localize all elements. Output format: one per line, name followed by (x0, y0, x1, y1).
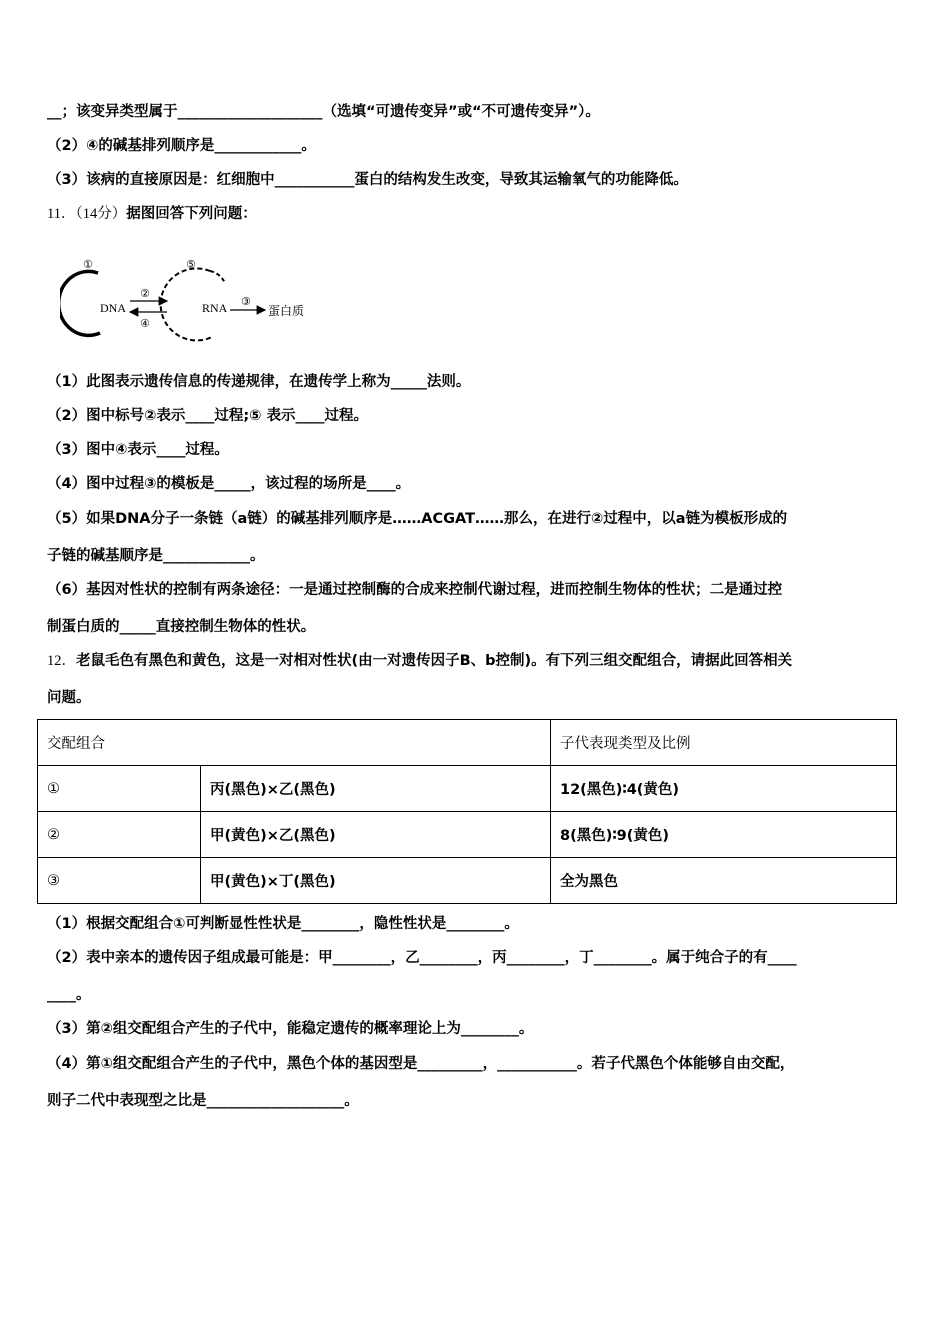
protein-label: 蛋白质 (268, 304, 305, 318)
cross-table (37, 719, 897, 904)
row-id: ③ (38, 858, 201, 904)
text-line-15: （1）根据交配组合①可判断显性性状是________，隐性性状是________。 (47, 916, 519, 932)
text-line-5: （1）此图表示遗传信息的传递规律，在遗传学上称为_____法则。 (47, 374, 471, 390)
row-cross: 甲(黄色)×丁(黑色) (201, 858, 551, 904)
dna-label: DNA (100, 301, 126, 315)
row-cross: 丙(黑色)×乙(黑色) (201, 766, 551, 812)
text-line-20: 则子二代中表现型之比是___________________。 (47, 1093, 359, 1109)
central-dogma-diagram (60, 255, 320, 355)
text-line-16: （2）表中亲本的遗传因子组成最可能是：甲________，乙________，丙________，丁________。属于纯合子的有____ (47, 950, 797, 966)
label-1: ① (83, 258, 93, 271)
header-cross: 交配组合 (38, 720, 551, 766)
table-row (38, 812, 897, 858)
table-header-row (38, 720, 897, 766)
text-line-10: 子链的碱基顺序是____________。 (47, 548, 265, 564)
question-prompt: 老鼠毛色有黑色和黄色，这是一对相对性状(由一对遗传因子B、b控制)。有下列三组交配组合，请据此回答相关 (76, 653, 793, 669)
question-number: 11．（14分） (47, 206, 127, 222)
row-result: 8(黑色)∶9(黄色) (551, 812, 897, 858)
text-line-8: （4）图中过程③的模板是_____，该过程的场所是____。 (47, 476, 411, 492)
text-line-12: 制蛋白质的_____直接控制生物体的性状。 (47, 619, 316, 635)
label-3: ③ (241, 295, 251, 308)
text-line-1: __；该变异类型属于____________________（选填“可遗传变异”或“不可遗传变异”）。 (47, 104, 600, 120)
row-cross: 甲(黄色)×乙(黑色) (201, 812, 551, 858)
table-row (38, 766, 897, 812)
text-line-11: （6）基因对性状的控制有两条途径：一是通过控制酶的合成来控制代谢过程，进而控制生物体的性状；二是通过控 (47, 582, 783, 598)
row-result: 全为黑色 (551, 858, 897, 904)
label-2: ② (140, 287, 150, 300)
label-5: ⑤ (186, 258, 196, 271)
text-line-14: 问题。 (47, 690, 91, 706)
text-line-2: （2）④的碱基排列顺序是____________。 (47, 138, 316, 154)
row-result: 12(黑色)∶4(黄色) (551, 766, 897, 812)
question-prompt: 据图回答下列问题： (126, 206, 257, 222)
replication-loop (60, 271, 100, 335)
text-line-9: （5）如果DNA分子一条链（a链）的碱基排列顺序是……ACGAT……那么，在进行②过程中，以a链为模板形成的 (47, 511, 788, 527)
text-line-6: （2）图中标号②表示____过程;⑤ 表示____过程。 (47, 408, 368, 424)
rna-label: RNA (202, 301, 228, 315)
question-12-heading (47, 651, 792, 671)
text-line-7: （3）图中④表示____过程。 (47, 442, 229, 458)
row-id: ① (38, 766, 201, 812)
question-number: 12． (47, 653, 76, 669)
label-4: ④ (140, 317, 150, 330)
text-line-19: （4）第①组交配组合产生的子代中，黑色个体的基因型是_________，___________。若子代黑色个体能够自由交配， (47, 1056, 795, 1072)
text-line-3: （3）该病的直接原因是：红细胞中___________蛋白的结构发生改变，导致其运输氧气的功能降低。 (47, 172, 688, 188)
table-row (38, 858, 897, 904)
text-line-17: ____。 (47, 987, 91, 1003)
question-11-heading (47, 204, 257, 224)
row-id: ② (38, 812, 201, 858)
header-result: 子代表现类型及比例 (551, 720, 897, 766)
text-line-18: （3）第②组交配组合产生的子代中，能稳定遗传的概率理论上为________。 (47, 1021, 534, 1037)
